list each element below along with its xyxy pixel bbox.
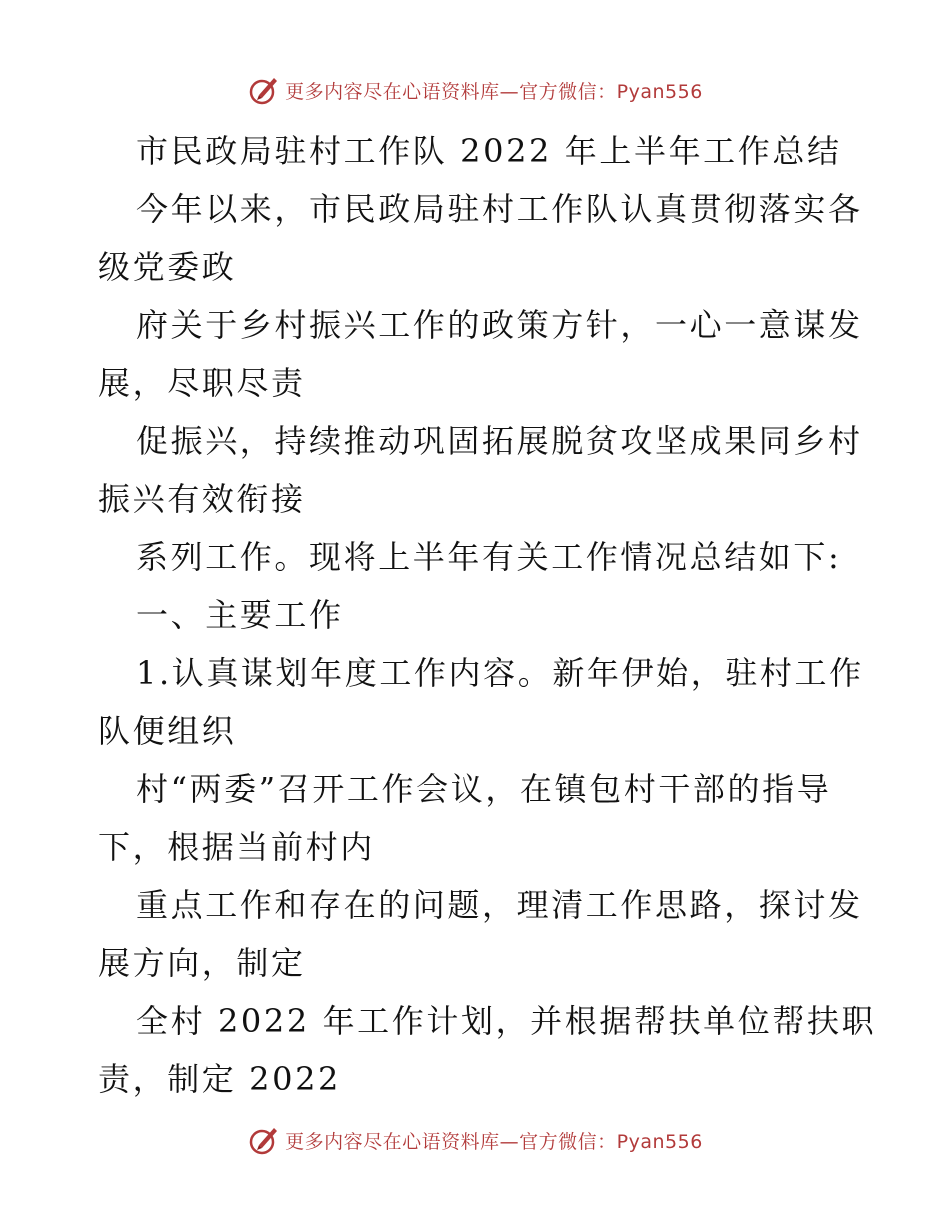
quill-pen-icon [247, 73, 281, 107]
text-line: 展方向，制定 [98, 944, 306, 982]
watermark-banner-top [0, 70, 950, 110]
text-line: 展，尽职尽责 [98, 364, 306, 402]
watermark-text: 更多内容尽在心语资料库—官方微信：Pyan556 [285, 80, 703, 103]
text-line: 振兴有效衔接 [98, 480, 306, 518]
text-line: 级党委政 [98, 248, 237, 286]
text-line: 今年以来，市民政局驻村工作队认真贯彻落实各 [136, 190, 863, 228]
document-title: 市民政局驻村工作队 2022 年上半年工作总结 [136, 132, 842, 170]
text-line: 系列工作。现将上半年有关工作情况总结如下: [136, 538, 842, 576]
watermark-banner-bottom [0, 1120, 950, 1160]
text-line: 府关于乡村振兴工作的政策方针，一心一意谋发 [136, 306, 863, 344]
text-line: 一、主要工作 [136, 596, 344, 634]
text-line: 队便组织 [98, 712, 237, 750]
text-line: 责，制定 2022 [98, 1060, 342, 1098]
document-body [98, 122, 877, 1108]
text-line: 村“两委”召开工作会议，在镇包村干部的指导 [136, 770, 832, 808]
text-line: 促振兴，持续推动巩固拓展脱贫攻坚成果同乡村 [136, 422, 863, 460]
watermark-text: 更多内容尽在心语资料库—官方微信：Pyan556 [285, 1130, 703, 1153]
text-line: 全村 2022 年工作计划，并根据帮扶单位帮扶职 [136, 1002, 877, 1040]
text-line: 下，根据当前村内 [98, 828, 375, 866]
text-line: 1.认真谋划年度工作内容。新年伊始，驻村工作 [136, 654, 864, 692]
quill-pen-icon [247, 1123, 281, 1157]
text-line: 重点工作和存在的问题，理清工作思路，探讨发 [136, 886, 863, 924]
